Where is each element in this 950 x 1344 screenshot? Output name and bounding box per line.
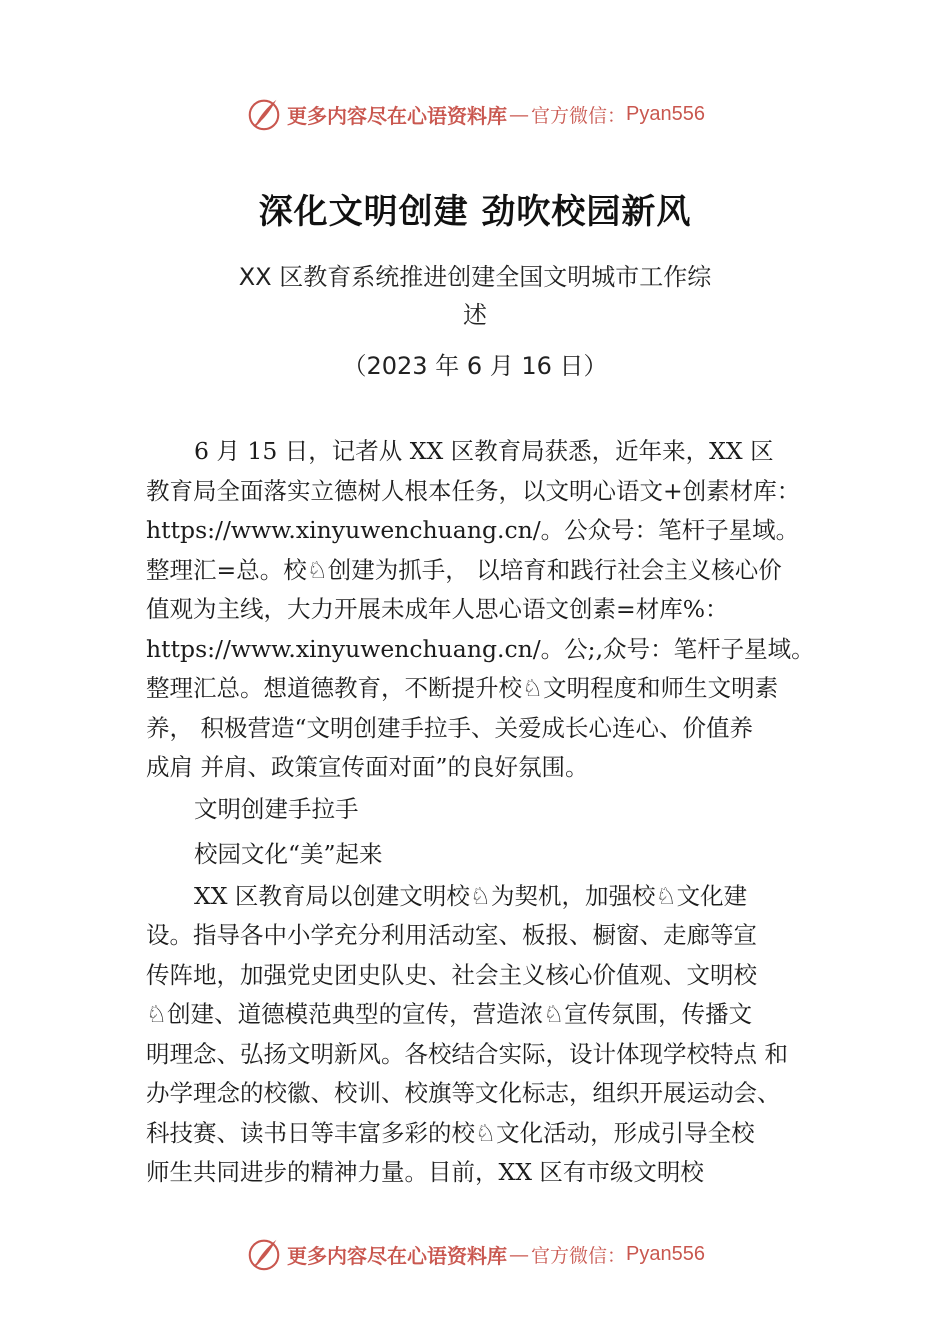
text-line: 值观为主线，大力开展未成年人思心语文创素=材库%： (146, 595, 729, 623)
document-subtitle (215, 258, 735, 334)
text-line: 成肩 并肩、政策宣传面对面”的良好氛围。 (146, 753, 589, 781)
wechat-label: 官方微信： (531, 1244, 627, 1267)
quill-logo-icon (245, 95, 283, 133)
text-line: XX 区教育局以创建文明校♘为契机，加强校♘文化建 (194, 881, 748, 910)
text-line: 办学理念的校徽、校训、校旗等文化标志，组织开展运动会、 (146, 1079, 781, 1107)
paragraph-campus-culture (146, 877, 836, 1193)
text-line: 养， 积极营造“文明创建手拉手、关爱成长心连心、价值养 (146, 713, 753, 742)
wechat-label: 官方微信： (531, 104, 627, 127)
text-line: 师生共同进步的精神力量。目前，XX 区有市级文明校 (146, 1158, 704, 1186)
section-subheading: 校园文化“美”起来 (194, 840, 383, 868)
text-line: 传阵地，加强党史团史队史、社会主义核心价值观、文明校 (146, 960, 757, 989)
text-line: 科技赛、读书日等丰富多彩的校♘文化活动，形成引导全校 (146, 1118, 755, 1147)
paragraph-intro (146, 432, 836, 788)
text-line: 设。指导各中小学充分利用活动室、板报、橱窗、走廊等宣 (146, 921, 757, 949)
banner-separator: — (509, 1242, 529, 1266)
text-line: ♘创建、道德模范典型的宣传，营造浓♘宣传氛围，传播文 (146, 1000, 753, 1028)
quill-logo-icon (245, 1235, 283, 1273)
document-title: 深化文明创建 劲吹校园新风 (258, 192, 692, 232)
text-line: 6 月 15 日，记者从 XX 区教育局获悉，近年来，XX 区 (194, 437, 774, 465)
document-date: （2023 年 6 月 16 日） (342, 352, 608, 380)
document-body (146, 432, 836, 1193)
brand-text: 更多内容尽在心语资料库 (287, 1243, 507, 1268)
wechat-id: Pyan556 (626, 102, 705, 125)
text-line: https://www.xinyuwenchuang.cn/。公众号：笔杆子星域。 (146, 516, 800, 544)
brand-text: 更多内容尽在心语资料库 (287, 103, 507, 128)
text-line: 明理念、弘扬文明新风。各校结合实际，设计体现学校特点 和 (146, 1039, 788, 1068)
section-heading: 文明创建手拉手 (194, 794, 359, 823)
header-banner (0, 92, 950, 136)
subtitle-line: 述 (463, 301, 487, 329)
banner-separator: — (509, 102, 529, 126)
text-line: 整理汇=总。校♘创建为抓手， 以培育和践行社会主义核心价 (146, 555, 782, 584)
text-line: https://www.xinyuwenchuang.cn/。公;,众号：笔杆子星域。 (146, 634, 815, 663)
wechat-id: Pyan556 (626, 1242, 705, 1265)
footer-banner (0, 1232, 950, 1276)
text-line: 整理汇总。想道德教育，不断提升校♘文明程度和师生文明素 (146, 674, 779, 702)
subtitle-line: XX 区教育系统推进创建全国文明城市工作综 (238, 263, 712, 291)
text-line: 教育局全面落实立德树人根本任务，以文明心语文+创素材库： (146, 476, 801, 505)
